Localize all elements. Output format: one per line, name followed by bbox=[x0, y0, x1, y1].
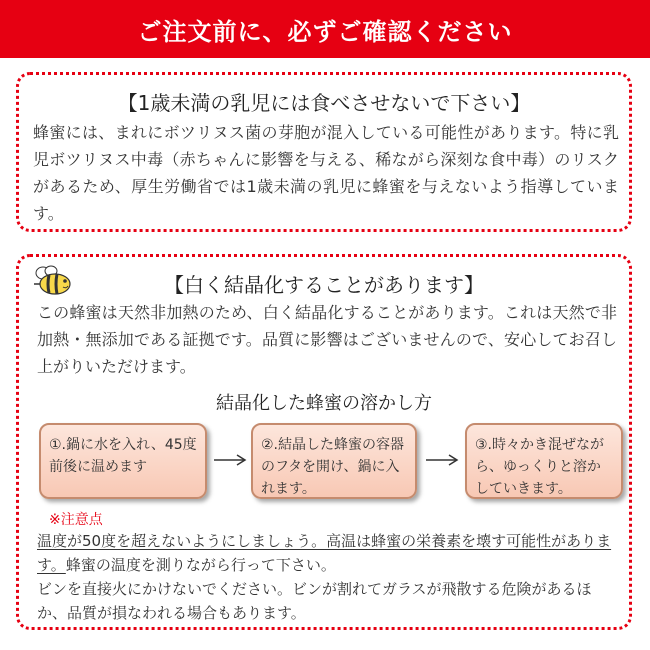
infant-warning-title: 【1歳未満の乳児には食べさせないで下さい】 bbox=[117, 91, 531, 115]
infant-warning-box bbox=[16, 72, 632, 232]
step-1-text: ①.鍋に水を入れ、45度前後に温めます bbox=[49, 437, 197, 475]
crystallization-box bbox=[16, 254, 632, 630]
step-card-1 bbox=[39, 423, 207, 499]
notice-banner-text: ご注文前に、必ずご確認ください bbox=[137, 17, 513, 46]
step-card-2 bbox=[251, 423, 417, 499]
step-3-text: ③.時々かき混ぜながら、ゆっくりと溶かしていきます。 bbox=[475, 437, 605, 497]
crystallization-body: この蜂蜜は天然非加熱のため、白く結晶化することがあります。これは天然で非加熱・無添加である証拠です。品質に影響はございませんので、安心してお召し上がりいただけます。 bbox=[37, 303, 617, 376]
caution-text bbox=[37, 529, 621, 625]
crystallization-title: 【白く結晶化することがあります】 bbox=[164, 273, 484, 297]
arrow-right-icon bbox=[213, 453, 247, 467]
caution-heading: ※注意点 bbox=[49, 512, 103, 528]
caution-measure-note: 蜂蜜の温度を測りながら行って下さい。 bbox=[65, 556, 336, 574]
infant-warning-body: 蜂蜜には、まれにボツリヌス菌の芽胞が混入している可能性があります。特に乳児ボツリヌス中毒（赤ちゃんに影響を与える、稀ながら深刻な食中毒）のリスクがあるため、厚生労働省では1歳未満の乳児に蜂蜜を与えないよう指導しています。 bbox=[33, 123, 619, 223]
notice-banner bbox=[0, 0, 650, 58]
melting-method-title: 結晶化した蜂蜜の溶かし方 bbox=[216, 393, 432, 414]
caution-temperature-warning: 温度が50度を超えないようにしましょう。高温は蜂蜜の栄養素を壊す可能性があります。 bbox=[37, 532, 612, 574]
step-2-text: ②.結晶した蜂蜜の容器のフタを開け、鍋に入れます。 bbox=[261, 437, 405, 497]
arrow-right-icon bbox=[425, 453, 459, 467]
caution-bottle-warning: ビンを直接火にかけないでください。ビンが割れてガラスが飛散する危険があるほか、品質が損なわれる場合もあります。 bbox=[37, 580, 592, 622]
step-card-3 bbox=[465, 423, 623, 499]
